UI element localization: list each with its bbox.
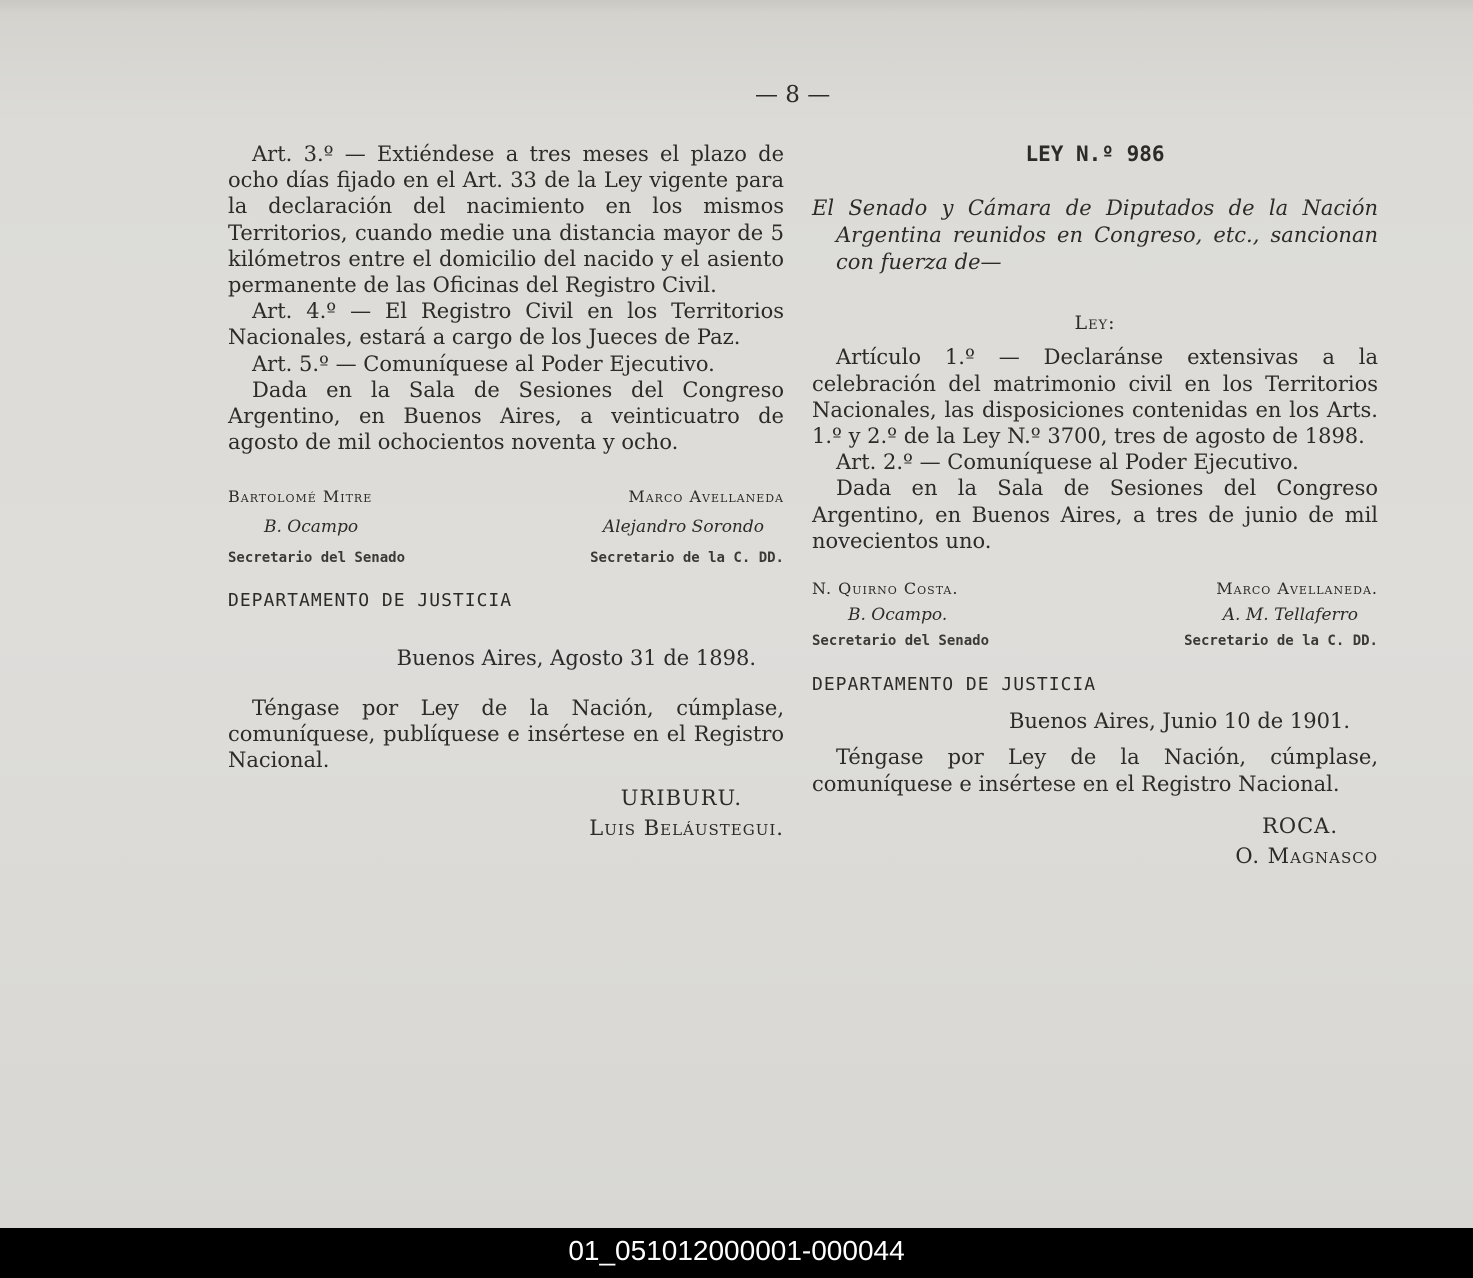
signature-deputies (590, 481, 784, 574)
minister-signature-2: O. Magnasco (1235, 843, 1378, 868)
law-title: LEY N.º 986 (1025, 142, 1165, 166)
deputies-president-name: Marco Avellaneda (628, 487, 784, 507)
law-label: Ley: (1074, 312, 1116, 335)
senate-president-name: Bartolomé Mitre (228, 487, 373, 507)
left-column (228, 141, 784, 843)
given-at-clause-2: Dada en la Sala de Sesiones del Congreso Argentino, en Buenos Aires, a tres de junio de mil novecientos uno. (812, 476, 1378, 553)
promulgation-decree: Téngase por Ley de la Nación, cúmplase, comuníquese, publíquese e insértese en el Registro Nacional. (228, 695, 784, 773)
senate-secretary-role: Secretario del Senado (228, 550, 406, 567)
signature-senate (228, 481, 405, 574)
article-3: Art. 3.º — Extiéndese a tres meses el plazo de ocho días fijado en el Art. 33 de la Ley vigente para la declaración del nacimiento en los mismos Territorios, cuando medie una distancia mayor de 5 kilómetros entre el domicilio del nacido y el asiento permanente de las Oficinas del Registro Civil. (228, 142, 784, 298)
deputies-secretary-role-2: Secretario de la C. DD. (1184, 633, 1378, 650)
minister-signature-wrap-2 (812, 841, 1378, 871)
senate-secretary-name: B. Ocampo (264, 517, 359, 538)
article-5: Art. 5.º — Comuníquese al Poder Ejecutivo. (252, 351, 715, 376)
promulgation-decree-2: Téngase por Ley de la Nación, cúmplase, comuníquese e insértese en el Registro Nacional. (812, 745, 1378, 796)
senate-secretary-role-2: Secretario del Senado (812, 633, 990, 650)
minister-signature: Luis Beláustegui. (589, 816, 784, 841)
president-signature: URIBURU. (620, 786, 742, 811)
law-preamble: El Senado y Cámara de Diputados de la Nación Argentina reunidos en Congreso, etc., sancionan con fuerza de— (812, 196, 1378, 275)
deputies-secretary-name: Alejandro Sorondo (602, 517, 764, 538)
signature-deputies-2 (1184, 576, 1378, 654)
signatures-left-law (228, 481, 784, 574)
president-signature-2: ROCA. (1262, 813, 1338, 838)
deputies-secretary-role: Secretario de la C. DD. (590, 550, 784, 567)
image-id-footer: 01_051012000001-000044 (0, 1228, 1473, 1278)
senate-secretary-name-2: B. Ocampo. (848, 605, 948, 626)
senate-president-name-2: N. Quirno Costa. (812, 579, 959, 599)
signatures-right-law (812, 576, 1378, 654)
department-heading-2: DEPARTAMENTO DE JUSTICIA (812, 674, 1097, 696)
decree-date-2: Buenos Aires, Junio 10 de 1901. (1008, 709, 1350, 734)
signature-senate-2 (812, 576, 989, 654)
deputies-president-name-2: Marco Avellaneda. (1216, 579, 1378, 599)
given-at-clause: Dada en la Sala de Sesiones del Congreso Argentino, en Buenos Aires, a veinticuatro de agosto de mil ochocientos noventa y ocho. (228, 377, 784, 455)
article-4: Art. 4.º — El Registro Civil en los Territorios Nacionales, estará a cargo de los Jueces de Paz. (228, 299, 784, 350)
decree-date: Buenos Aires, Agosto 31 de 1898. (396, 645, 756, 670)
deputies-secretary-name-2: A. M. Tellaferro (1222, 605, 1358, 626)
minister-signature-wrap (228, 813, 784, 843)
page-top-edge (0, 0, 1473, 14)
right-column (812, 141, 1378, 871)
page-number: — 8 — (755, 82, 831, 108)
article-2: Art. 2.º — Comuníquese al Poder Ejecutivo. (836, 450, 1299, 475)
article-1: Artículo 1.º — Declaránse extensivas a la celebración del matrimonio civil en los Territorios Nacionales, las disposiciones contenidas en los Arts. 1.º y 2.º de la Ley N.º 3700, tres de agosto de 1898. (812, 345, 1378, 449)
department-heading: DEPARTAMENTO DE JUSTICIA (228, 590, 513, 612)
